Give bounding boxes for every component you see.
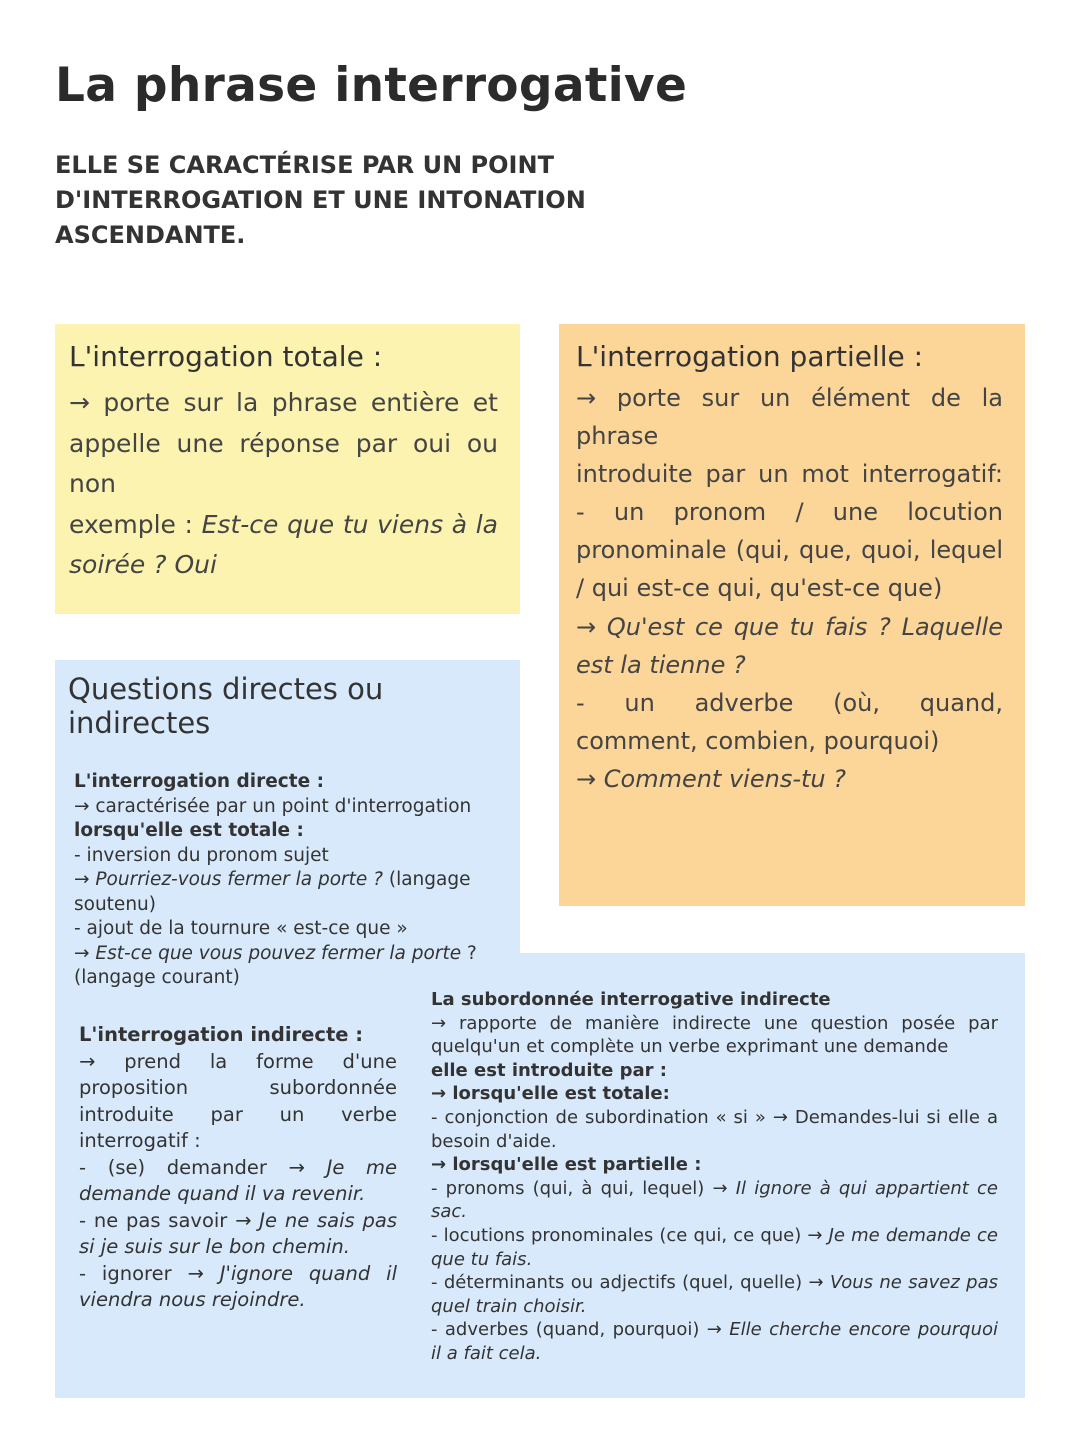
- partielle-line2: introduite par un mot interrogatif:: [576, 460, 1003, 489]
- subordonnee-det-example: Vous ne savez pas quel train choisir.: [431, 1272, 999, 1317]
- card-interrogation-totale: [55, 324, 520, 614]
- subordonnee-intro: elle est introduite par :: [431, 1059, 667, 1081]
- partielle-line1: → porte sur un élément de la phrase: [576, 384, 1003, 451]
- subordonnee-loc-label: - locutions pronominales (ce qui, ce que) →: [431, 1224, 829, 1246]
- indirecte-item2-example: Je ne sais pas si je suis sur le bon chemin.: [79, 1208, 397, 1258]
- partielle-adverb-example-row: [576, 760, 1003, 798]
- directe-ex1: Pourriez-vous fermer la porte ?: [95, 869, 383, 890]
- subordonnee-section: [431, 988, 998, 1366]
- directe-inversion: - inversion du pronom sujet: [74, 844, 329, 866]
- subordonnee-pron-label: - pronoms (qui, à qui, lequel) →: [431, 1177, 736, 1199]
- subordonnee-det-label: - déterminants ou adjectifs (quel, quelle) →: [431, 1272, 830, 1294]
- directe-ex2-arrow: →: [74, 942, 96, 964]
- directe-ex1-arrow: →: [74, 869, 96, 890]
- subordonnee-line1: → rapporte de manière indirecte une question posée par quelqu'un et complète un verbe exprimant une demande: [431, 1012, 998, 1058]
- totale-example-label: exemple :: [69, 509, 202, 539]
- directe-example2-row: [74, 942, 504, 991]
- questions-heading: Questions directes ou indirectes: [68, 672, 384, 740]
- indirecte-heading: L'interrogation indirecte :: [79, 1023, 364, 1046]
- page-title: La phrase interrogative: [55, 58, 688, 113]
- indirecte-item3-label: - ignorer →: [79, 1261, 220, 1285]
- indirecte-item1: [79, 1155, 397, 1208]
- totale-body: [69, 383, 498, 586]
- subordonnee-adv-example: Elle cherche encore pourquoi il a fait cela.: [431, 1319, 998, 1364]
- indirecte-line1: → prend la forme d'une proposition subordonnée introduite par un verbe interrogatif :: [79, 1049, 397, 1152]
- directe-totale-heading: lorsqu'elle est totale :: [74, 820, 304, 841]
- page-subtitle: ELLE SE CARACTÉRISE PAR UN POINT D'INTERROGATION ET UNE INTONATION ASCENDANTE.: [55, 151, 586, 249]
- partielle-pronoun-arrow: →: [576, 612, 607, 641]
- indirecte-item3-example: J'ignore quand il viendra nous rejoindre.: [79, 1261, 397, 1311]
- subordonnee-adv: [431, 1318, 998, 1365]
- subordonnee-adv-label: - adverbes (quand, pourquoi) →: [431, 1319, 730, 1341]
- subordonnee-loc-example: Je me demande ce que tu fais.: [431, 1224, 998, 1270]
- directe-line1: → caractérisée par un point d'interrogation: [74, 795, 472, 817]
- totale-example: Est-ce que tu viens à la soirée ? Oui: [69, 509, 499, 579]
- directe-heading: L'interrogation directe :: [74, 771, 324, 792]
- subordonnee-partielle: → lorsqu'elle est partielle :: [431, 1154, 702, 1176]
- subordonnee-pron: [431, 1177, 998, 1224]
- partielle-adverb-example: Comment viens-tu ?: [603, 764, 846, 793]
- indirecte-section: [79, 1022, 397, 1314]
- partielle-adverb: - un adverbe (où, quand, comment, combien, pourquoi): [576, 688, 1003, 755]
- subordonnee-pron-example: Il ignore à qui appartient ce sac.: [431, 1177, 998, 1223]
- directe-ex2-note: ? (langage courant): [74, 942, 477, 988]
- indirecte-item3: [79, 1261, 397, 1314]
- directe-example1-row: [74, 868, 504, 917]
- partielle-adverb-arrow: →: [576, 764, 604, 793]
- indirecte-item2: [79, 1208, 397, 1261]
- indirecte-item1-example: Je me demande quand il va revenir.: [79, 1155, 397, 1205]
- indirecte-item2-label: - ne pas savoir →: [79, 1208, 260, 1232]
- directe-ex1-note: (langage soutenu): [74, 869, 471, 915]
- indirecte-item1-label: - (se) demander →: [79, 1155, 327, 1179]
- subordonnee-heading: La subordonnée interrogative indirecte: [431, 989, 831, 1010]
- totale-heading: L'interrogation totale :: [69, 340, 383, 373]
- totale-line1: → porte sur la phrase entière et appelle une réponse par oui ou non: [69, 388, 498, 498]
- subordonnee-loc: [431, 1224, 998, 1271]
- subordonnee-conj: - conjonction de subordination « si » → Demandes-lui si elle a besoin d'aide.: [431, 1106, 998, 1152]
- partielle-pronoun-example-row: [576, 608, 1003, 684]
- directe-ajout: - ajout de la tournure « est-ce que »: [74, 918, 408, 939]
- partielle-pronoun: - un pronom / une locution pronominale (qui, que, quoi, lequel / qui est-ce qui, qu'est-ce que): [576, 498, 1003, 603]
- card-interrogation-partielle: [559, 324, 1025, 906]
- directe-section: [74, 770, 504, 991]
- partielle-body: [576, 379, 1003, 798]
- subordonnee-totale: → lorsqu'elle est totale:: [431, 1083, 670, 1105]
- partielle-heading: L'interrogation partielle :: [576, 340, 924, 373]
- partielle-pronoun-example: Qu'est ce que tu fais ? Laquelle est la tienne ?: [576, 612, 1003, 679]
- directe-ex2: Est-ce que vous pouvez fermer la porte: [95, 942, 462, 964]
- subordonnee-det: [431, 1271, 998, 1318]
